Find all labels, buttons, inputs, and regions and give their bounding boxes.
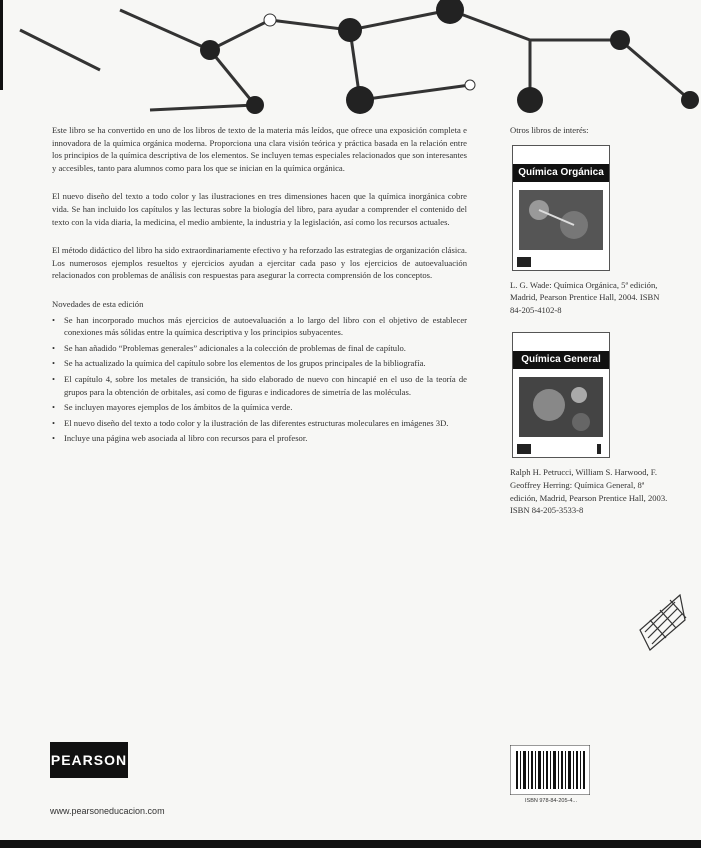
book-cover-title: Química General [513,351,609,369]
bottom-bar [0,840,701,848]
book-reference: Ralph H. Petrucci, William S. Harwood, F. Geoffrey Herring: Química General, 8ª edición, Madrid, Pearson Prentice Hall, 2003. ISBN 84-205-3533-8 [510,467,668,516]
intro-paragraph: Este libro se ha convertido en uno de los libros de texto de la materia más leídos, que ofrece una exposición completa e innovadora de la química orgánica moderna. Proporciona una clara visión teórica y práctica basada en la relación entre los principios de la química descriptiva de los elementos. Se incluyen temas especiales relacionados que son interesantes y accesibles, tanto para alumnos como para los que se inician en la química orgánica. [52,125,468,173]
new-edition-title: Novedades de esta edición [52,298,144,309]
cover-art-icon [519,377,603,437]
book-cover-quimica-general [512,332,610,458]
publisher-website: www.pearsoneducacion.com [50,806,165,816]
back-cover-text [52,124,467,448]
list-item: • Se han incorporado muchos más ejercicios de autoevaluación a lo largo del libro con el objetivo de establecer conexiones más sólidas entre la química descriptiva y los principios subyacentes. [52,314,467,339]
spine-mark-icon [597,444,601,454]
book-cover-title: Química Orgánica [513,164,609,182]
publisher-mark-icon [517,257,531,267]
intro-paragraph: El nuevo diseño del texto a todo color y las ilustraciones en tres dimensiones hacen que la química inorgánica cobre vida. Se han incluido los capítulos y las lecturas sobre la biología del libro, para ayudar a comprender el contenido del texto con la vida diaria, la medicina, el medio ambiente, la industria y la legislación, así como los recursos actuales. [52,191,467,227]
sidebar-title: Otros libros de interés: [510,125,589,135]
molecular-network-illustration [0,0,701,120]
list-item: • El capítulo 4, sobre los metales de transición, ha sido elaborado de nuevo con hincapié en el uso de la teoría de grupos para la obtención de orbitales, así como de figuras e indicadores de simetría de las moléculas. [52,373,467,398]
list-item: • Se ha actualizado la química del capítulo sobre los elementos de los grupos principales de la bibliografía. [52,357,467,370]
list-item: • El nuevo diseño del texto a todo color y la ilustración de las diferentes estructuras moleculares en imágenes 3D. [52,417,467,430]
barcode-number: ISBN 978-84-205-4... [525,798,577,804]
barcode-icon [510,745,590,795]
list-item: • Se incluyen mayores ejemplos de los ámbitos de la química verde. [52,401,467,414]
book-reference: L. G. Wade: Química Orgánica, 5ª edición, Madrid, Pearson Prentice Hall, 2004. ISBN 84-205-4102-8 [510,279,660,315]
list-item: • Se han añadido “Problemas generales” adicionales a la colección de problemas de final de capítulo. [52,342,467,355]
new-edition-list [52,314,467,445]
cover-art-icon [519,190,603,250]
publisher-mark-icon [517,444,531,454]
intro-paragraph: El método didáctico del libro ha sido extraordinariamente efectivo y ha reforzado las estrategias de organización clásica. Los numerosos ejemplos resueltos y ejercicios ayudan a ejercitar cada paso y los ejercicios de autoevaluación relacionados con problemas de análisis con respuestas para asegurar la correcta comprensión de los conceptos. [52,245,467,281]
publisher-logo: PEARSON [50,742,128,778]
book-cover-quimica-organica [512,145,610,271]
molecule-structure-icon [630,590,690,660]
related-books-sidebar [500,124,680,517]
list-item: • Incluye una página web asociada al libro con recursos para el profesor. [52,432,467,445]
